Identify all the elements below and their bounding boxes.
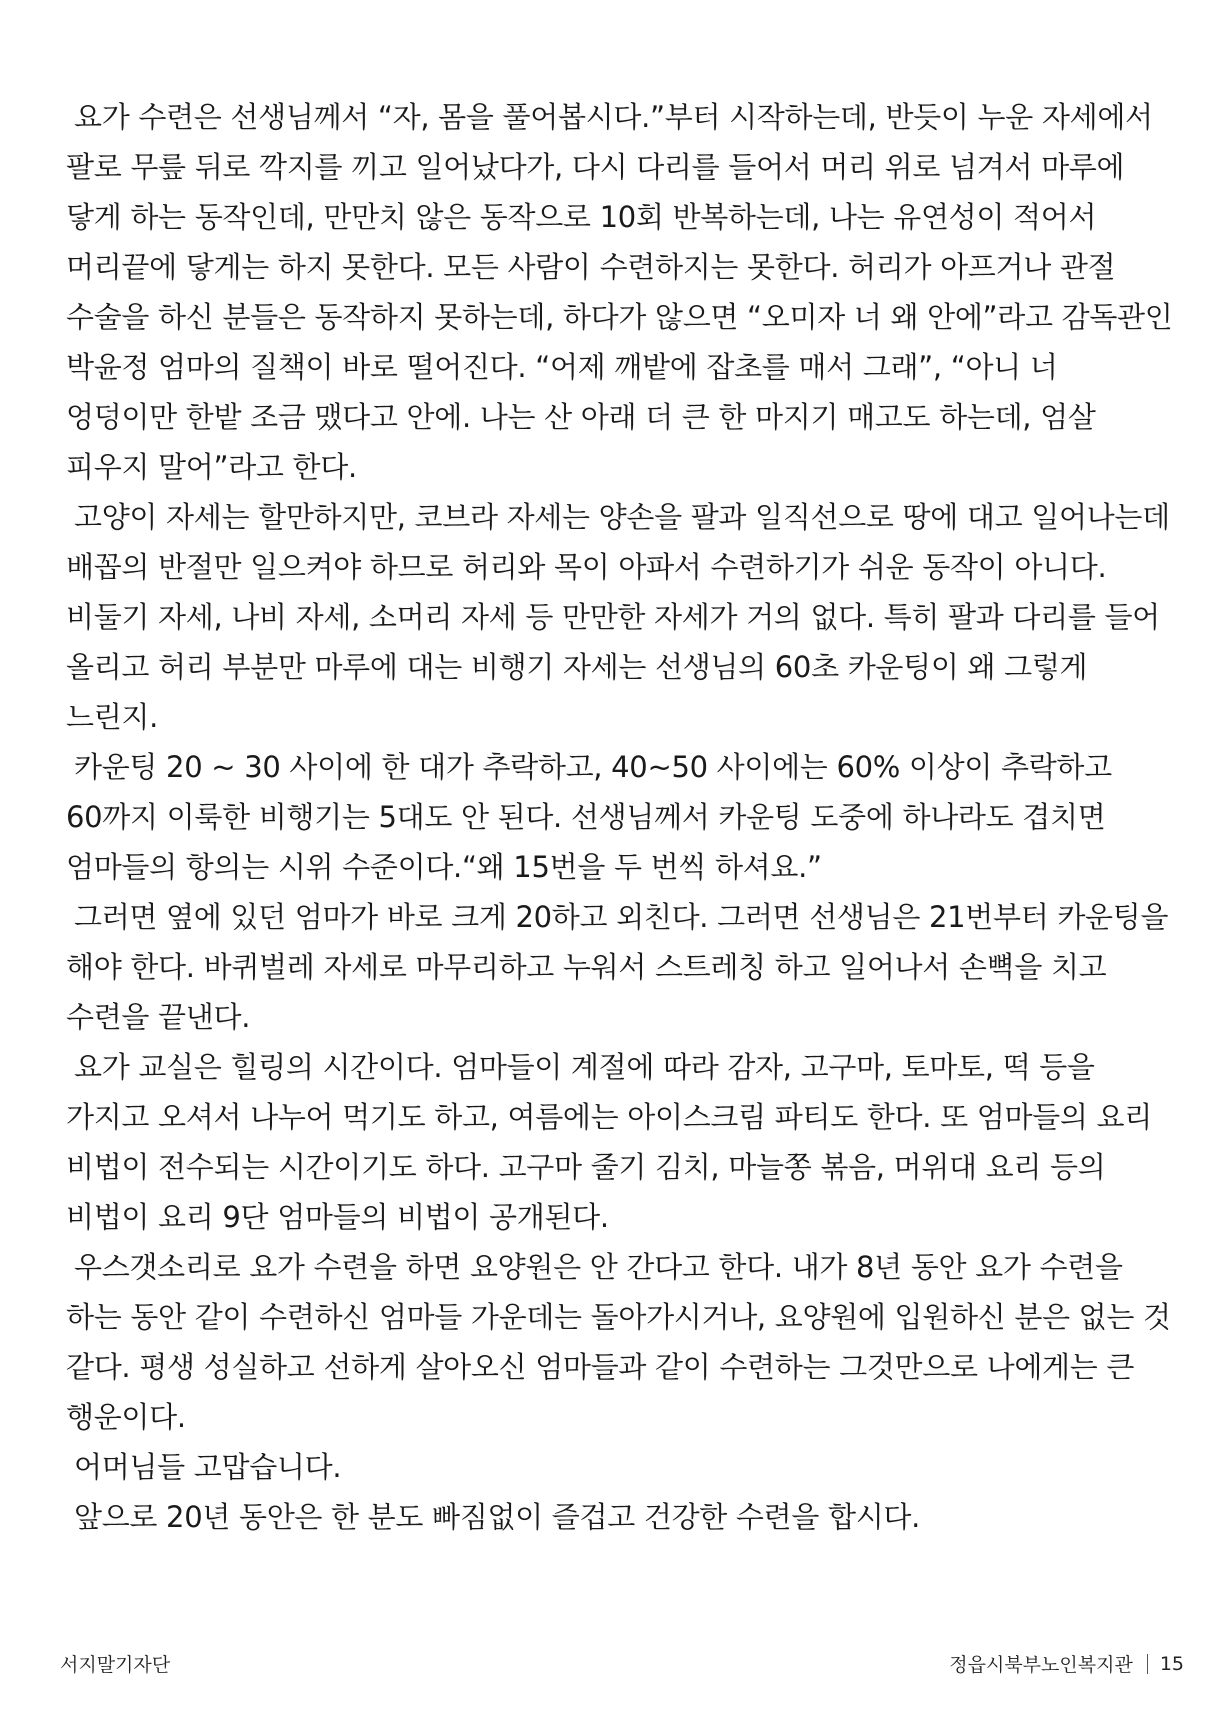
footer-organization-name: 정읍시북부노인복지관: [949, 1654, 1133, 1676]
article-body: [66, 92, 1174, 1542]
paragraph-healing: 요가 교실은 힐링의 시간이다. 엄마들이 계절에 따라 감자, 고구마, 토마토, 떡 등을 가지고 오셔서 나누어 먹기도 하고, 여름에는 아이스크림 파티도 한다. 또 엄마들의 요리 비법이 전수되는 시간이기도 하다. 고구마 줄기 김치, 마늘쫑 볶음, 머위대 요리 등의 비법이 요리 9단 엄마들의 비법이 공개된다.: [66, 1050, 1152, 1234]
page-number: 15: [1159, 1652, 1184, 1675]
paragraph-poses: 고양이 자세는 할만하지만, 코브라 자세는 양손을 팔과 일직선으로 땅에 대고 일어나는데 배꼽의 반절만 일으켜야 하므로 허리와 목이 아파서 수련하기가 쉬운 동작이 아니다. 비둘기 자세, 나비 자세, 소머리 자세 등 만만한 자세가 거의 없다. 특히 팔과 다리를 들어 올리고 허리 부분만 마루에 대는 비행기 자세는 선생님의 60초 카운팅이 왜 그렇게 느린지.: [66, 500, 1170, 734]
footer-right-group: [949, 1650, 1184, 1677]
footer-divider: [1147, 1654, 1148, 1674]
paragraph-yoga-routine: 요가 수련은 선생님께서 “자, 몸을 풀어봅시다.”부터 시작하는데, 반듯이 누운 자세에서 팔로 무릎 뒤로 깍지를 끼고 일어났다가, 다시 다리를 들어서 머리 위로 넘겨서 마루에 닿게 하는 동작인데, 만만치 않은 동작으로 10회 반복하는데, 나는 유연성이 적어서 머리끝에 닿게는 하지 못한다. 모든 사람이 수련하지는 못한다. 허리가 아프거나 관절 수술을 하신 분들은 동작하지 못하는데, 하다가 않으면 “오미자 너 왜 안에”라고 감독관인 박윤정 엄마의 질책이 바로 떨어진다. “어제 깨밭에 잡초를 매서 그래”, “아니 너 엉덩이만 한밭 조금 맸다고 안에. 나는 산 아래 더 큰 한 마지기 매고도 하는데, 엄살 피우지 말어”라고 한다.: [66, 100, 1173, 484]
paragraph-nursing-home: 우스갯소리로 요가 수련을 하면 요양원은 안 간다고 한다. 내가 8년 동안 요가 수련을 하는 동안 같이 수련하신 엄마들 가운데는 돌아가시거나, 요양원에 입원하신 분은 없는 것 같다. 평생 성실하고 선하게 살아오신 엄마들과 같이 수련하는 그것만으로 나에게는 큰 행운이다.: [66, 1250, 1171, 1434]
footer-publication-name: 서지말기자단: [60, 1654, 171, 1676]
paragraph-counting: 카운팅 20 ~ 30 사이에 한 대가 추락하고, 40~50 사이에는 60% 이상이 추락하고 60까지 이룩한 비행기는 5대도 안 된다. 선생님께서 카운팅 도중에 하나라도 겹치면 엄마들의 항의는 시위 수준이다.“왜 15번을 두 번씩 하셔요.”: [66, 750, 1112, 884]
paragraph-thanks: 어머님들 고맙습니다.: [74, 1450, 342, 1484]
paragraph-finish: 그러면 옆에 있던 엄마가 바로 크게 20하고 외친다. 그러면 선생님은 21번부터 카운팅을 해야 한다. 바퀴벌레 자세로 마무리하고 누워서 스트레칭 하고 일어나서 손뼉을 치고 수련을 끝낸다.: [66, 900, 1169, 1034]
paragraph-closing: 앞으로 20년 동안은 한 분도 빠짐없이 즐겁고 건강한 수련을 합시다.: [74, 1500, 921, 1534]
